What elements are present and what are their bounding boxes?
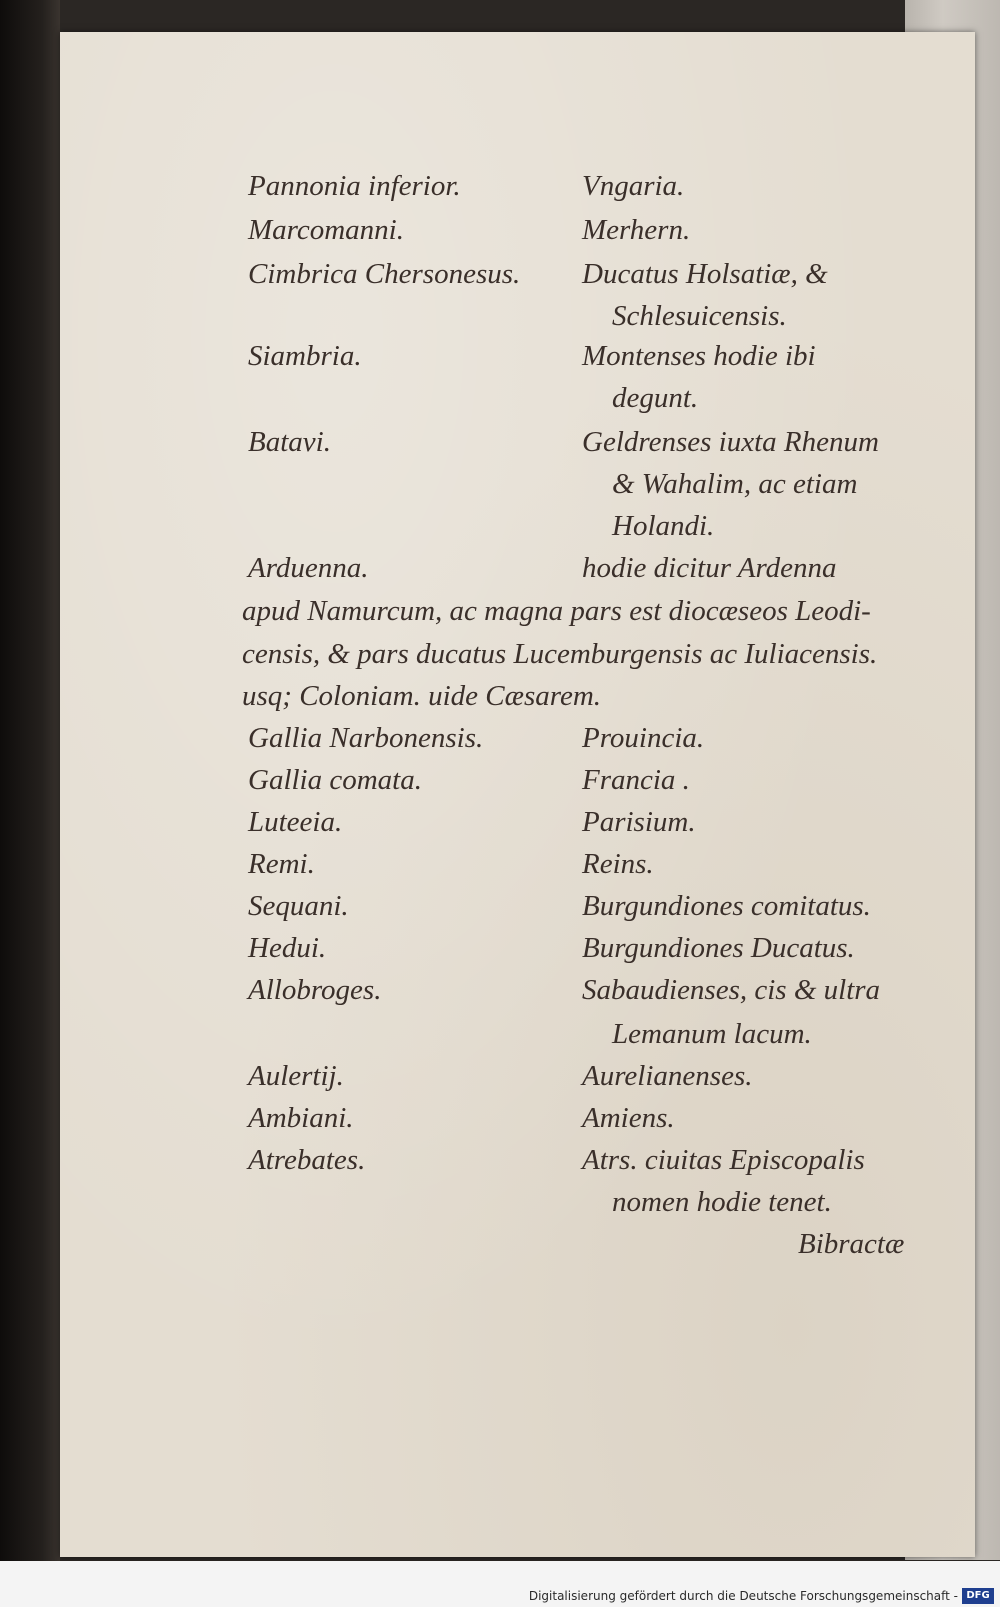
dfg-logo: DFG [962,1588,994,1604]
right-entry: Holandi. [612,510,715,542]
paragraph-line: censis, & pars ducatus Lucemburgensis ac Iuliacensis. [242,638,878,670]
right-entry: & Wahalim, ac etiam [612,468,858,500]
funding-credit: Digitalisierung gefördert durch die Deutsche Forschungsgemeinschaft - [528,1589,958,1603]
right-entry: Prouincia. [582,722,705,754]
paragraph-line: apud Namurcum, ac magna pars est diocæseos Leodi- [242,595,871,627]
paragraph-line: usq; Coloniam. uide Cæsarem. [242,680,602,712]
left-entry: Marcomanni. [248,214,404,246]
left-entry: Hedui. [248,932,327,964]
right-entry: Montenses hodie ibi [582,340,816,372]
right-entry: Vngaria. [582,170,685,202]
left-entry: Siambria. [248,340,362,372]
right-entry: nomen hodie tenet. [612,1186,832,1218]
left-entry: Sequani. [248,890,349,922]
right-entry: Ducatus Holsatiæ, & [582,258,828,290]
right-entry: Burgundiones Ducatus. [582,932,855,964]
book-edge-left [0,0,60,1607]
right-entry: Schlesuicensis. [612,300,787,332]
book-page [60,32,975,1557]
catchword: Bibractæ [798,1228,905,1260]
right-entry: Burgundiones comitatus. [582,890,871,922]
left-entry: Cimbrica Chersonesus. [248,258,521,290]
right-entry: Atrs. ciuitas Episcopalis [582,1144,865,1176]
right-entry: Lemanum lacum. [612,1018,812,1050]
left-entry: Pannonia inferior. [248,170,461,202]
left-entry: Allobroges. [248,974,382,1006]
right-entry: Francia . [582,764,690,796]
right-entry: Amiens. [582,1102,675,1134]
left-entry: Arduenna. [248,552,369,584]
right-entry: Sabaudienses, cis & ultra [582,974,881,1006]
left-entry: Batavi. [248,426,331,458]
right-entry: degunt. [612,382,699,414]
left-entry: Ambiani. [248,1102,354,1134]
left-entry: Aulertij. [248,1060,344,1092]
left-entry: Gallia comata. [248,764,422,796]
left-entry: Gallia Narbonensis. [248,722,484,754]
left-entry: Remi. [248,848,315,880]
left-entry: Luteeia. [248,806,343,838]
digitization-footer [0,1561,1000,1607]
right-entry: Merhern. [582,214,691,246]
right-entry: Parisium. [582,806,696,838]
right-entry: Reins. [582,848,654,880]
right-entry: hodie dicitur Ardenna [582,552,837,584]
left-entry: Atrebates. [248,1144,366,1176]
right-entry: Aurelianenses. [582,1060,753,1092]
right-entry: Geldrenses iuxta Rhenum [582,426,879,458]
